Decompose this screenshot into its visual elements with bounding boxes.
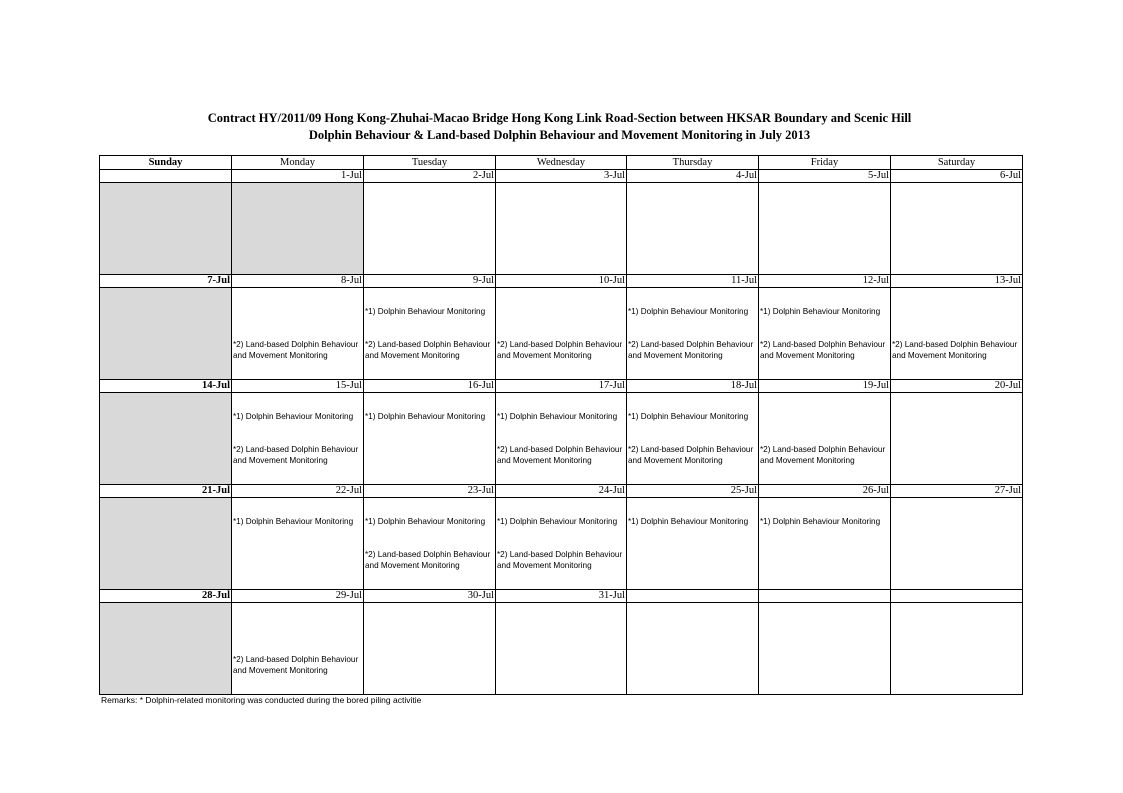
land-based-monitoring-entry (233, 654, 363, 676)
land-entry-line-1: *2) Land-based Dolphin Behaviour (497, 340, 623, 349)
date-row (100, 275, 1023, 288)
land-entry-line-1: *2) Land-based Dolphin Behaviour (497, 445, 623, 454)
land-entry-line-2: and Movement Monitoring (628, 456, 723, 465)
date-label: 4-Jul (627, 170, 759, 183)
land-entry-line-2: and Movement Monitoring (497, 561, 592, 570)
dolphin-behaviour-entry: *1) Dolphin Behaviour Monitoring (365, 307, 486, 316)
dolphin-behaviour-entry: *1) Dolphin Behaviour Monitoring (233, 412, 354, 421)
date-label: 23-Jul (364, 485, 496, 498)
land-entry-line-2: and Movement Monitoring (497, 456, 592, 465)
day-cell (759, 393, 891, 485)
day-cell (232, 393, 364, 485)
day-cells-row (100, 288, 1023, 380)
land-entry-line-2: and Movement Monitoring (233, 456, 328, 465)
land-based-monitoring-entry (628, 444, 758, 466)
date-row (100, 170, 1023, 183)
day-cell (891, 288, 1023, 380)
day-cell (627, 498, 759, 590)
day-cells-row (100, 183, 1023, 275)
date-label (100, 170, 232, 183)
day-cell (496, 393, 627, 485)
title-line-1: Contract HY/2011/09 Hong Kong-Zhuhai-Macao Bridge Hong Kong Link Road-Section between HKSAR Boundary and Scenic Hill (207, 111, 912, 125)
dolphin-behaviour-entry: *1) Dolphin Behaviour Monitoring (760, 307, 881, 316)
day-cell (891, 498, 1023, 590)
title-line-2: Dolphin Behaviour & Land-based Dolphin Behaviour and Movement Monitoring in July 2013 (308, 128, 811, 142)
day-cell (759, 498, 891, 590)
date-label: 20-Jul (891, 380, 1023, 393)
date-row (100, 380, 1023, 393)
day-cell (627, 183, 759, 275)
date-label: 10-Jul (496, 275, 627, 288)
day-cell (759, 288, 891, 380)
day-cell (496, 288, 627, 380)
weekday-monday: Monday (232, 156, 364, 170)
date-label: 5-Jul (759, 170, 891, 183)
day-cell (759, 603, 891, 695)
day-cell (496, 183, 627, 275)
monitoring-calendar (99, 155, 1023, 695)
day-cells-row (100, 603, 1023, 695)
date-label: 25-Jul (627, 485, 759, 498)
weekday-sunday: Sunday (100, 156, 232, 170)
date-label: 29-Jul (232, 590, 364, 603)
weekday-tuesday: Tuesday (364, 156, 496, 170)
land-based-monitoring-entry (760, 444, 890, 466)
dolphin-behaviour-entry: *1) Dolphin Behaviour Monitoring (497, 412, 618, 421)
day-cell (627, 393, 759, 485)
land-entry-line-1: *2) Land-based Dolphin Behaviour (233, 655, 359, 664)
day-cell (232, 603, 364, 695)
weekday-header-row (100, 156, 1023, 170)
land-based-monitoring-entry (365, 339, 495, 361)
weekday-friday: Friday (759, 156, 891, 170)
day-cell (100, 288, 232, 380)
land-entry-line-2: and Movement Monitoring (628, 351, 723, 360)
day-cell (232, 288, 364, 380)
day-cell (364, 288, 496, 380)
land-based-monitoring-entry (233, 339, 363, 361)
date-label: 12-Jul (759, 275, 891, 288)
land-based-monitoring-entry (628, 339, 758, 361)
dolphin-behaviour-entry: *1) Dolphin Behaviour Monitoring (365, 412, 486, 421)
dolphin-behaviour-entry: *1) Dolphin Behaviour Monitoring (365, 517, 486, 526)
day-cell (100, 393, 232, 485)
date-label: 1-Jul (232, 170, 364, 183)
day-cells-row (100, 393, 1023, 485)
day-cell (100, 498, 232, 590)
land-based-monitoring-entry (892, 339, 1022, 361)
land-entry-line-1: *2) Land-based Dolphin Behaviour (760, 445, 886, 454)
weekday-saturday: Saturday (891, 156, 1023, 170)
date-label: 22-Jul (232, 485, 364, 498)
land-entry-line-1: *2) Land-based Dolphin Behaviour (628, 445, 754, 454)
land-entry-line-1: *2) Land-based Dolphin Behaviour (365, 550, 491, 559)
date-label (759, 590, 891, 603)
land-entry-line-2: and Movement Monitoring (760, 351, 855, 360)
date-label: 3-Jul (496, 170, 627, 183)
land-entry-line-1: *2) Land-based Dolphin Behaviour (628, 340, 754, 349)
day-cell (232, 183, 364, 275)
weekday-thursday: Thursday (627, 156, 759, 170)
dolphin-behaviour-entry: *1) Dolphin Behaviour Monitoring (628, 307, 749, 316)
date-label: 31-Jul (496, 590, 627, 603)
land-entry-line-1: *2) Land-based Dolphin Behaviour (365, 340, 491, 349)
date-label (627, 590, 759, 603)
land-entry-line-2: and Movement Monitoring (892, 351, 987, 360)
day-cell (496, 498, 627, 590)
date-label: 2-Jul (364, 170, 496, 183)
land-entry-line-2: and Movement Monitoring (365, 561, 460, 570)
day-cell (496, 603, 627, 695)
land-entry-line-1: *2) Land-based Dolphin Behaviour (233, 340, 359, 349)
day-cell (364, 498, 496, 590)
date-label: 16-Jul (364, 380, 496, 393)
dolphin-behaviour-entry: *1) Dolphin Behaviour Monitoring (628, 412, 749, 421)
land-entry-line-2: and Movement Monitoring (497, 351, 592, 360)
date-label: 17-Jul (496, 380, 627, 393)
day-cell (100, 183, 232, 275)
dolphin-behaviour-entry: *1) Dolphin Behaviour Monitoring (497, 517, 618, 526)
day-cells-row (100, 498, 1023, 590)
day-cell (100, 603, 232, 695)
date-label: 15-Jul (232, 380, 364, 393)
date-label: 8-Jul (232, 275, 364, 288)
date-label: 7-Jul (100, 275, 232, 288)
remarks-note: Remarks: * Dolphin-related monitoring was conducted during the bored piling activitie (101, 695, 422, 705)
date-label: 9-Jul (364, 275, 496, 288)
date-label: 19-Jul (759, 380, 891, 393)
date-label: 14-Jul (100, 380, 232, 393)
day-cell (759, 183, 891, 275)
land-entry-line-2: and Movement Monitoring (233, 666, 328, 675)
day-cell (891, 393, 1023, 485)
date-label: 13-Jul (891, 275, 1023, 288)
date-label: 11-Jul (627, 275, 759, 288)
land-based-monitoring-entry (760, 339, 890, 361)
day-cell (891, 603, 1023, 695)
land-entry-line-1: *2) Land-based Dolphin Behaviour (760, 340, 886, 349)
date-label: 30-Jul (364, 590, 496, 603)
day-cell (891, 183, 1023, 275)
land-based-monitoring-entry (497, 444, 627, 466)
dolphin-behaviour-entry: *1) Dolphin Behaviour Monitoring (628, 517, 749, 526)
land-based-monitoring-entry (365, 549, 495, 571)
land-based-monitoring-entry (497, 549, 627, 571)
day-cell (232, 498, 364, 590)
weekday-wednesday: Wednesday (496, 156, 627, 170)
land-entry-line-1: *2) Land-based Dolphin Behaviour (233, 445, 359, 454)
day-cell (364, 603, 496, 695)
land-entry-line-2: and Movement Monitoring (760, 456, 855, 465)
day-cell (364, 393, 496, 485)
date-label: 26-Jul (759, 485, 891, 498)
dolphin-behaviour-entry: *1) Dolphin Behaviour Monitoring (233, 517, 354, 526)
dolphin-behaviour-entry: *1) Dolphin Behaviour Monitoring (760, 517, 881, 526)
date-label: 24-Jul (496, 485, 627, 498)
land-entry-line-2: and Movement Monitoring (233, 351, 328, 360)
date-row (100, 590, 1023, 603)
date-label: 27-Jul (891, 485, 1023, 498)
day-cell (364, 183, 496, 275)
land-based-monitoring-entry (497, 339, 627, 361)
land-entry-line-2: and Movement Monitoring (365, 351, 460, 360)
date-row (100, 485, 1023, 498)
day-cell (627, 603, 759, 695)
land-entry-line-1: *2) Land-based Dolphin Behaviour (892, 340, 1018, 349)
land-based-monitoring-entry (233, 444, 363, 466)
date-label (891, 590, 1023, 603)
date-label: 18-Jul (627, 380, 759, 393)
date-label: 21-Jul (100, 485, 232, 498)
date-label: 6-Jul (891, 170, 1023, 183)
date-label: 28-Jul (100, 590, 232, 603)
land-entry-line-1: *2) Land-based Dolphin Behaviour (497, 550, 623, 559)
day-cell (627, 288, 759, 380)
